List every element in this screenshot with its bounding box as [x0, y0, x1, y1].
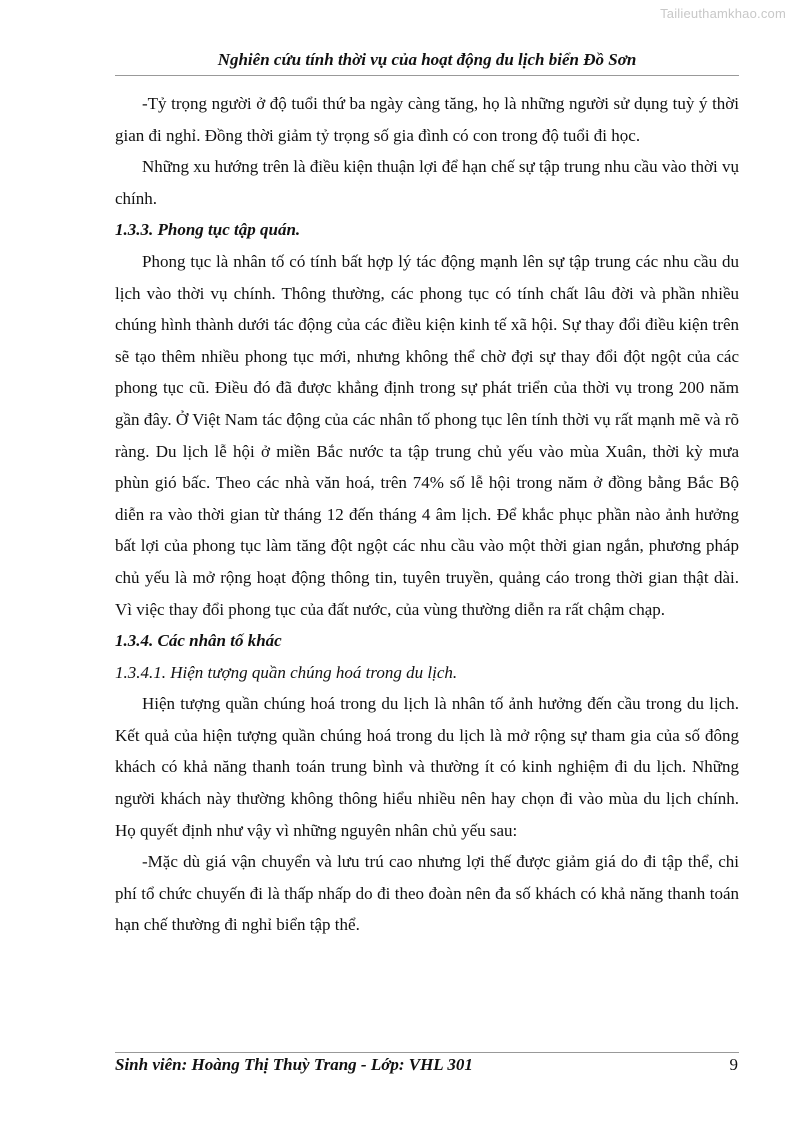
document-body — [115, 88, 739, 941]
paragraph: Những xu hướng trên là điều kiện thuận lợi để hạn chế sự tập trung nhu cầu vào thời vụ chính. — [115, 157, 739, 208]
page-header-title: Nghiên cứu tính thời vụ của hoạt động du lịch biển Đồ Sơn — [217, 50, 637, 69]
footer-divider — [115, 1052, 739, 1053]
subsection-heading: 1.3.4.1. Hiện tượng quần chúng hoá trong du lịch. — [115, 662, 458, 682]
section-heading: 1.3.3. Phong tục tập quán. — [115, 220, 301, 240]
section-heading: 1.3.4. Các nhân tố khác — [115, 631, 282, 651]
paragraph: -Mặc dù giá vận chuyển và lưu trú cao nhưng lợi thế được giảm giá do đi tập thể, chi phí tổ chức chuyến đi là thấp nhấp do đi theo đoàn nên đa số khách có khả năng thanh toán hạn chế thường đi nghỉ biển tập thể. — [115, 852, 739, 935]
paragraph: Phong tục là nhân tố có tính bất hợp lý tác động mạnh lên sự tập trung các nhu cầu du lịch vào thời vụ chính. Thông thường, các phong tục có tính chất lâu đời và phần nhiều chúng hình thành dưới tác động của các điều kiện kinh tế xã hội. Sự thay đổi điều kiện trên sẽ tạo thêm nhiều phong tục mới, nhưng không thể chờ đợi sự thay đổi đột ngột của các phong tục cũ. Điều đó đã được khẳng định trong sự phát triển của thời vụ trong 200 năm gần đây. Ở Việt Nam tác động của các nhân tố phong tục lên tính thời vụ rất mạnh mẽ và rõ ràng. Du lịch lễ hội ở miền Bắc nước ta tập trung chủ yếu vào mùa Xuân, thời kỳ mưa phùn gió bấc. Theo các nhà văn hoá, trên 74% số lễ hội trong năm ở đồng bằng Bắc Bộ diễn ra vào thời gian từ tháng 12 đến tháng 4 âm lịch. Để khắc phục phần nào ảnh hưởng bất lợi của phong tục làm tăng đột ngột các nhu cầu vào một thời gian ngắn, phương pháp chủ yếu là mở rộng hoạt động thông tin, tuyên truyền, quảng cáo trong thời gian thật dài. Vì việc thay đổi phong tục của đất nước, của vùng thường diễn ra rất chậm chạp. — [115, 251, 739, 619]
paragraph: -Tỷ trọng người ở độ tuổi thứ ba ngày càng tăng, họ là những người sử dụng tuỳ ý thời gian đi nghỉ. Đồng thời giảm tỷ trọng số gia đình có con trong độ tuổi đi học. — [115, 94, 739, 145]
header-divider — [115, 75, 739, 76]
watermark: Tailieuthamkhao.com — [660, 6, 786, 21]
footer-author: Sinh viên: Hoàng Thị Thuỳ Trang - Lớp: VHL 301 — [115, 1055, 473, 1074]
paragraph: Hiện tượng quần chúng hoá trong du lịch là nhân tố ảnh hưởng đến cầu trong du lịch. Kết quả của hiện tượng quần chúng hoá trong du lịch là mở rộng sự tham gia của số đông khách có khả năng thanh toán trung bình và thường ít có kinh nghiệm đi du lịch. Những người khách này thường không thông hiểu nhiều nên hay chọn đi vào mùa du lịch chính. Họ quyết định như vậy vì những nguyên nhân chủ yếu sau: — [115, 694, 739, 840]
page-number: 9 — [729, 1055, 738, 1074]
